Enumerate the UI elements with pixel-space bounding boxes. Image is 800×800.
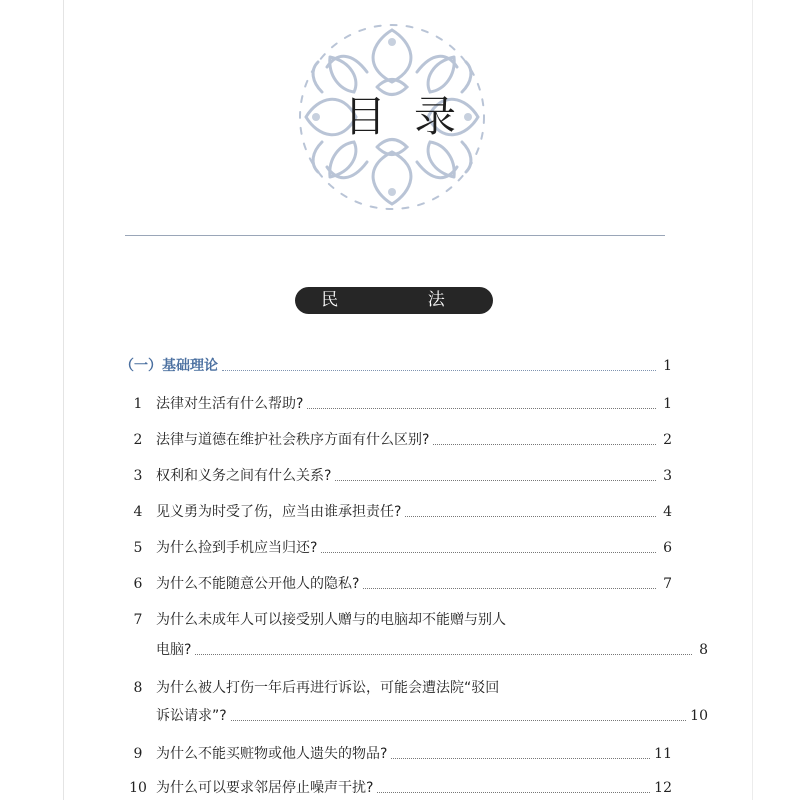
toc-entry-number: 10 — [129, 780, 147, 796]
toc-category-label: （一）基础理论 — [120, 358, 218, 374]
toc-entry[interactable] — [120, 538, 672, 558]
toc-entry-number: 1 — [133, 396, 143, 412]
leader-dots — [231, 719, 686, 721]
leader-dots — [405, 515, 656, 517]
toc-entry-title: 法律与道德在维护社会秩序方面有什么区别? — [156, 432, 430, 448]
divider — [125, 235, 665, 236]
leader-dots — [321, 551, 656, 553]
toc-entry-number: 2 — [133, 432, 143, 448]
toc-entry[interactable] — [120, 466, 672, 486]
toc-entry-title: 为什么未成年人可以接受别人赠与的电脑却不能赠与别人 — [156, 612, 506, 628]
toc-entry[interactable] — [120, 678, 672, 698]
toc-entry[interactable] — [120, 394, 672, 414]
toc-entry[interactable] — [120, 430, 672, 450]
toc-entry-continuation[interactable] — [120, 640, 708, 660]
toc-page-number: 6 — [663, 540, 672, 556]
toc-entry-number: 6 — [133, 576, 143, 592]
toc-entry-title: 为什么被人打伤一年后再进行诉讼，可能会遭法院“驳回 — [156, 680, 500, 696]
toc-entry-title: 权利和义务之间有什么关系? — [156, 468, 332, 484]
toc-page-number: 1 — [663, 396, 672, 412]
leader-dots — [363, 587, 656, 589]
toc-entry-number: 4 — [133, 504, 143, 520]
toc-page-number: 2 — [663, 432, 672, 448]
leader-dots — [222, 369, 656, 371]
toc-page-number: 7 — [663, 576, 672, 592]
toc-entry-title: 为什么不能买赃物或他人遗失的物品? — [156, 746, 388, 762]
toc-entry-number: 8 — [133, 680, 143, 696]
toc-entry-number: 7 — [133, 612, 143, 628]
toc-page-number: 3 — [663, 468, 672, 484]
toc-entry-number: 3 — [133, 468, 143, 484]
toc-entry-title: 见义勇为时受了伤，应当由谁承担责任? — [156, 504, 402, 520]
leader-dots — [307, 407, 656, 409]
toc-page-number: 8 — [699, 642, 708, 658]
section-heading: 民 法 — [295, 287, 493, 314]
toc-entry[interactable] — [120, 502, 672, 522]
toc-entry-title: 为什么捡到手机应当归还? — [156, 540, 318, 556]
toc-entry-continuation[interactable] — [120, 706, 708, 726]
toc-entry-title: 法律对生活有什么帮助? — [156, 396, 304, 412]
toc-entry-number: 9 — [133, 746, 143, 762]
toc-entry-title-continued: 电脑? — [156, 642, 192, 658]
toc-category[interactable] — [120, 356, 672, 376]
toc-entry-title-continued: 诉讼请求”? — [156, 708, 227, 724]
page-edge — [63, 0, 64, 800]
toc-page-number: 10 — [690, 708, 708, 724]
leader-dots — [377, 791, 650, 793]
toc-entry[interactable] — [120, 574, 672, 594]
leader-dots — [433, 443, 656, 445]
page-title: 目录 — [343, 92, 484, 141]
toc-entry[interactable] — [120, 778, 672, 798]
leader-dots — [391, 757, 650, 759]
toc-page-number: 12 — [654, 780, 672, 796]
toc-page-number: 1 — [663, 358, 672, 374]
toc-entry-title: 为什么可以要求邻居停止噪声干扰? — [156, 780, 374, 796]
leader-dots — [195, 653, 692, 655]
toc-page-number: 4 — [663, 504, 672, 520]
toc-entry-number: 5 — [133, 540, 143, 556]
leader-dots — [335, 479, 656, 481]
toc-page-number: 11 — [654, 746, 672, 762]
page-edge — [752, 0, 753, 800]
toc-entry[interactable] — [120, 610, 672, 630]
toc-entry[interactable] — [120, 744, 672, 764]
toc-entry-title: 为什么不能随意公开他人的隐私? — [156, 576, 360, 592]
